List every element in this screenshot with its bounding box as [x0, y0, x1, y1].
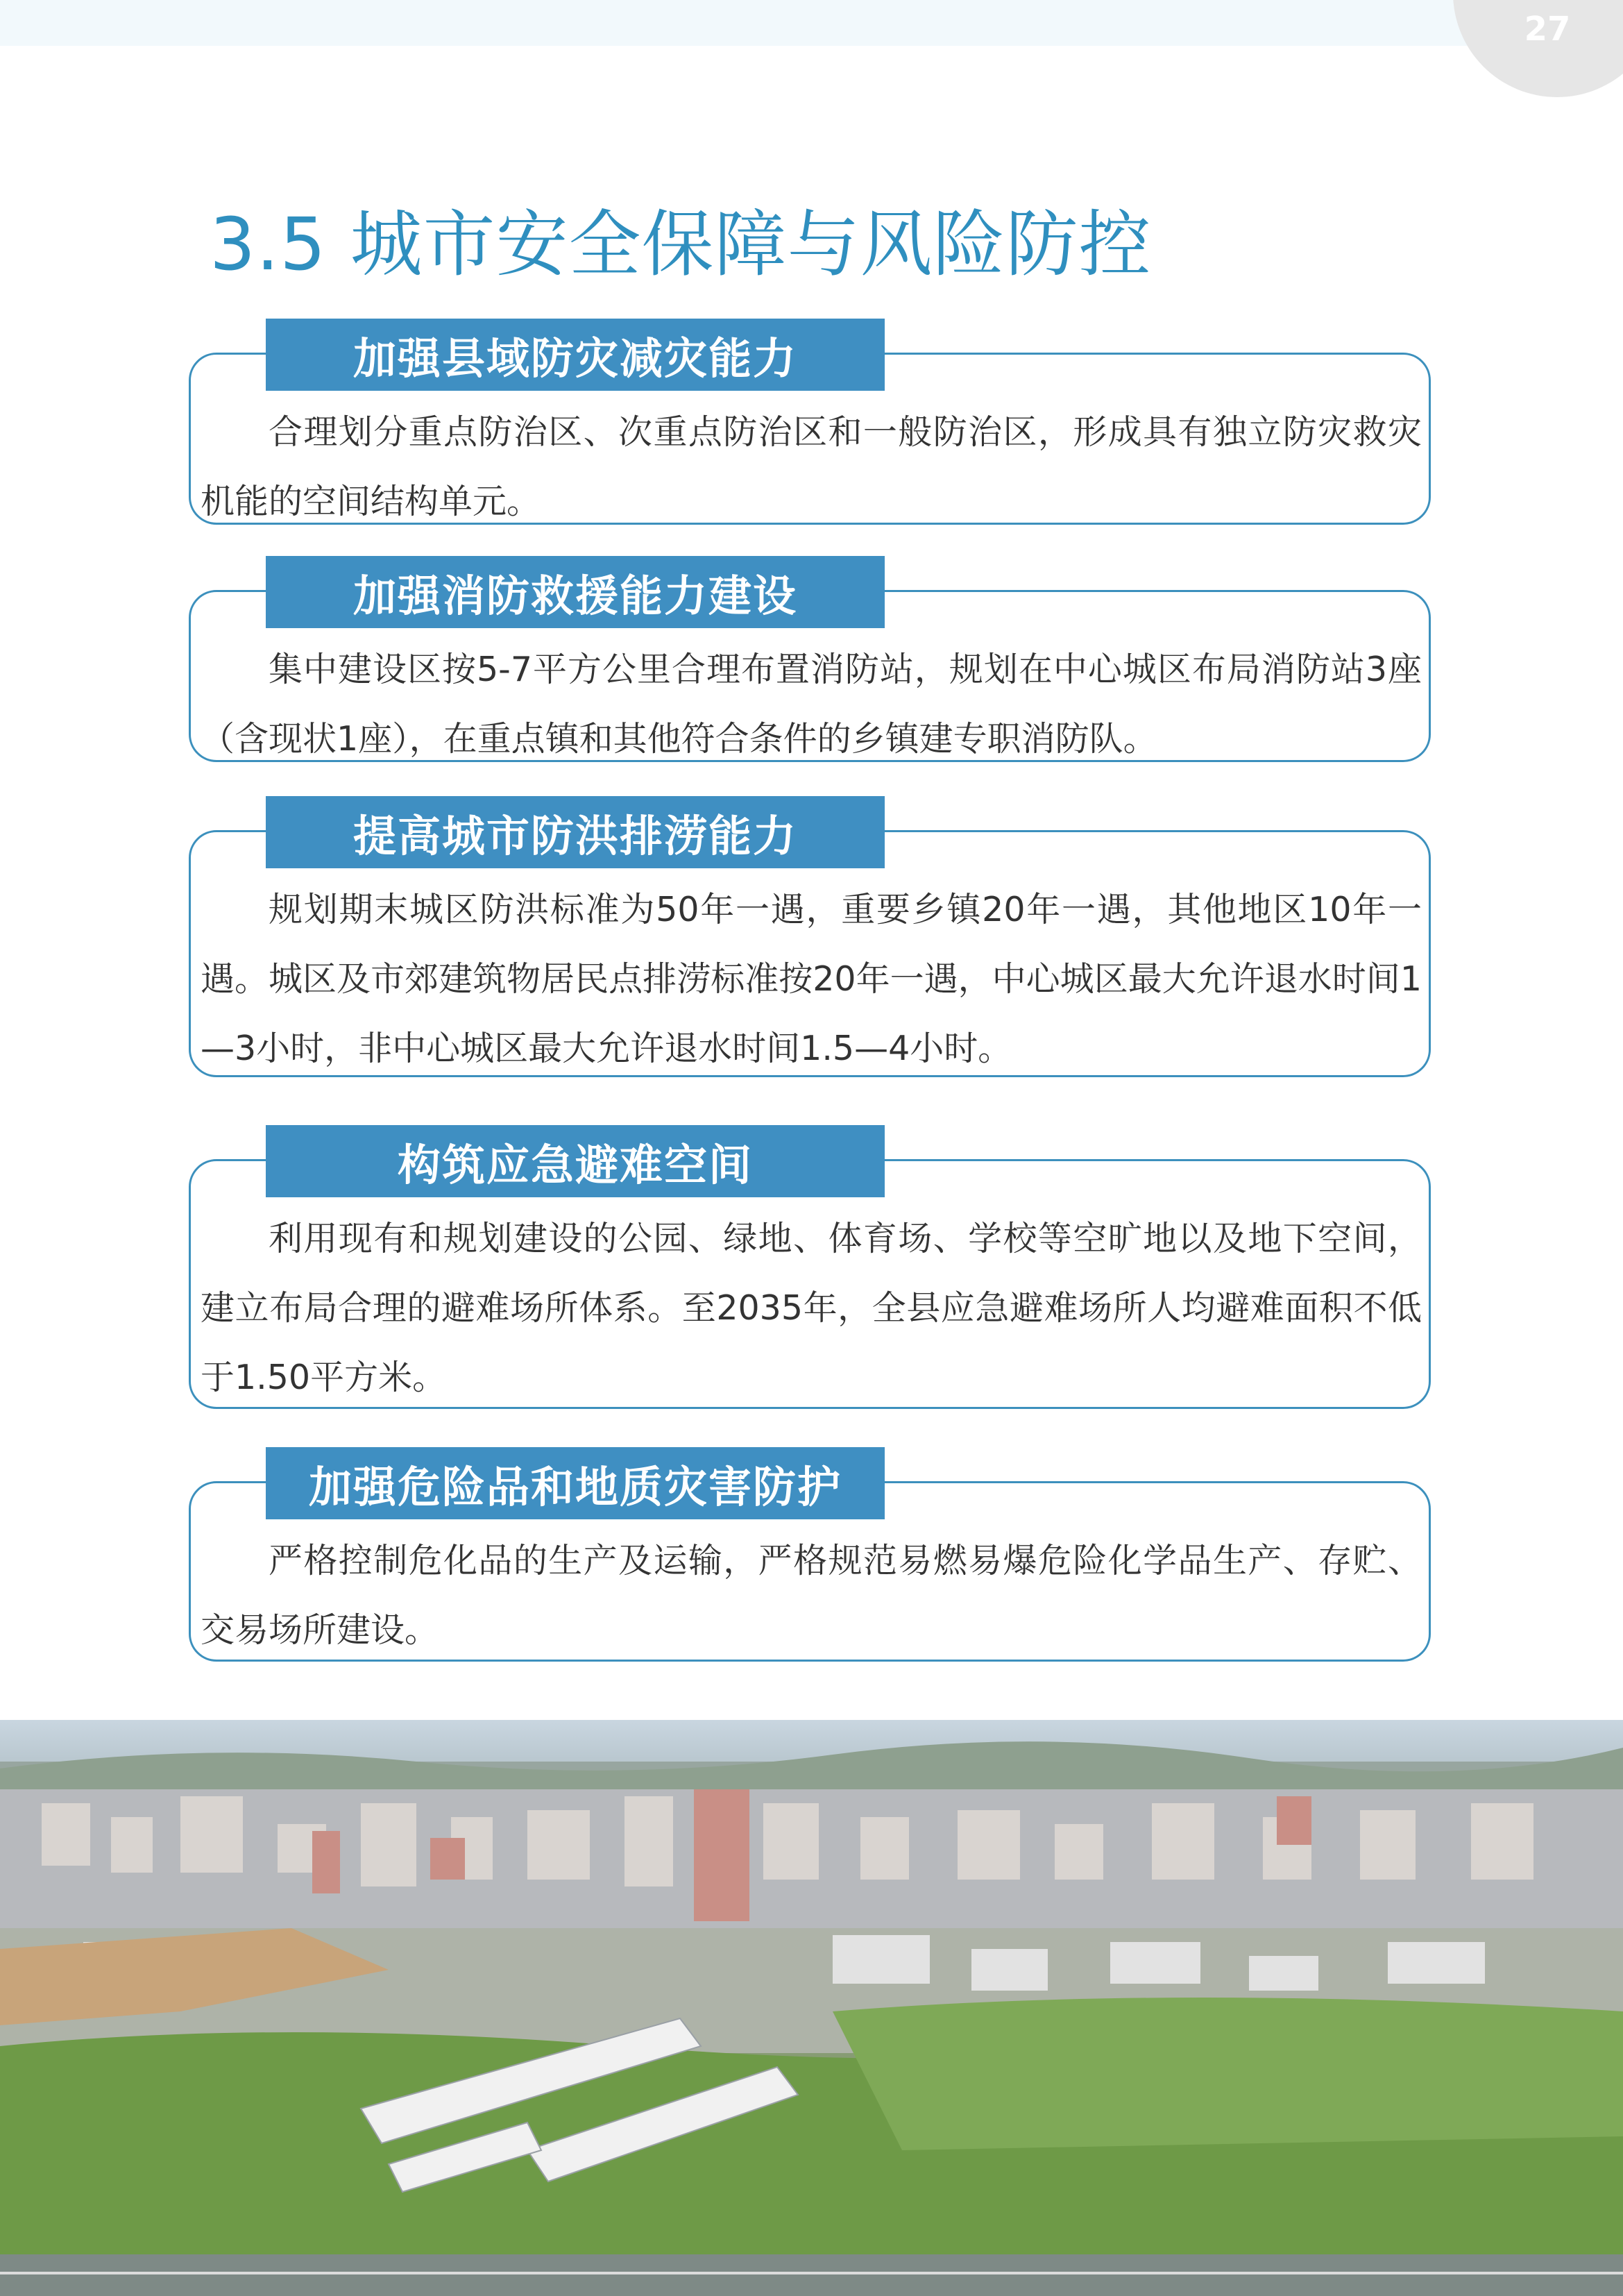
section-heading: 提高城市防洪排涝能力	[266, 796, 885, 868]
section-card-fire-rescue	[189, 570, 1431, 762]
section-title: 3.5 城市安全保障与风险防控	[210, 202, 1152, 287]
section-card-emergency-shelter	[189, 1139, 1431, 1409]
top-band	[0, 0, 1623, 46]
section-heading: 加强县域防灾减灾能力	[266, 319, 885, 391]
section-heading: 构筑应急避难空间	[266, 1125, 885, 1197]
page-number: 27	[1524, 10, 1571, 49]
section-heading: 加强消防救援能力建设	[266, 556, 885, 628]
city-aerial-photo	[0, 1720, 1623, 2296]
section-body: 利用现有和规划建设的公园、绿地、体育场、学校等空旷地以及地下空间，建立布局合理的避难场所体系。至2035年，全县应急避难场所人均避难面积不低于1.50平方米。	[201, 1219, 1422, 1397]
section-body: 规划期末城区防洪标准为50年一遇，重要乡镇20年一遇，其他地区10年一遇。城区及市郊建筑物居民点排涝标准按20年一遇，中心城区最大允许退水时间1—3小时，非中心城区最大允许退水时间1.5—4小时。	[201, 890, 1422, 1068]
section-body: 集中建设区按5-7平方公里合理布置消防站，规划在中心城区布局消防站3座（含现状1座），在重点镇和其他符合条件的乡镇建专职消防队。	[201, 650, 1422, 759]
section-card-disaster-reduction	[189, 332, 1431, 525]
section-card-hazard-protection	[189, 1461, 1431, 1662]
section-body: 合理划分重点防治区、次重点防治区和一般防治区，形成具有独立防灾救灾机能的空间结构单元。	[201, 412, 1422, 521]
section-card-flood-control	[189, 810, 1431, 1077]
section-heading: 加强危险品和地质灾害防护	[266, 1447, 885, 1519]
section-body: 严格控制危化品的生产及运输，严格规范易燃易爆危险化学品生产、存贮、交易场所建设。	[201, 1541, 1422, 1650]
